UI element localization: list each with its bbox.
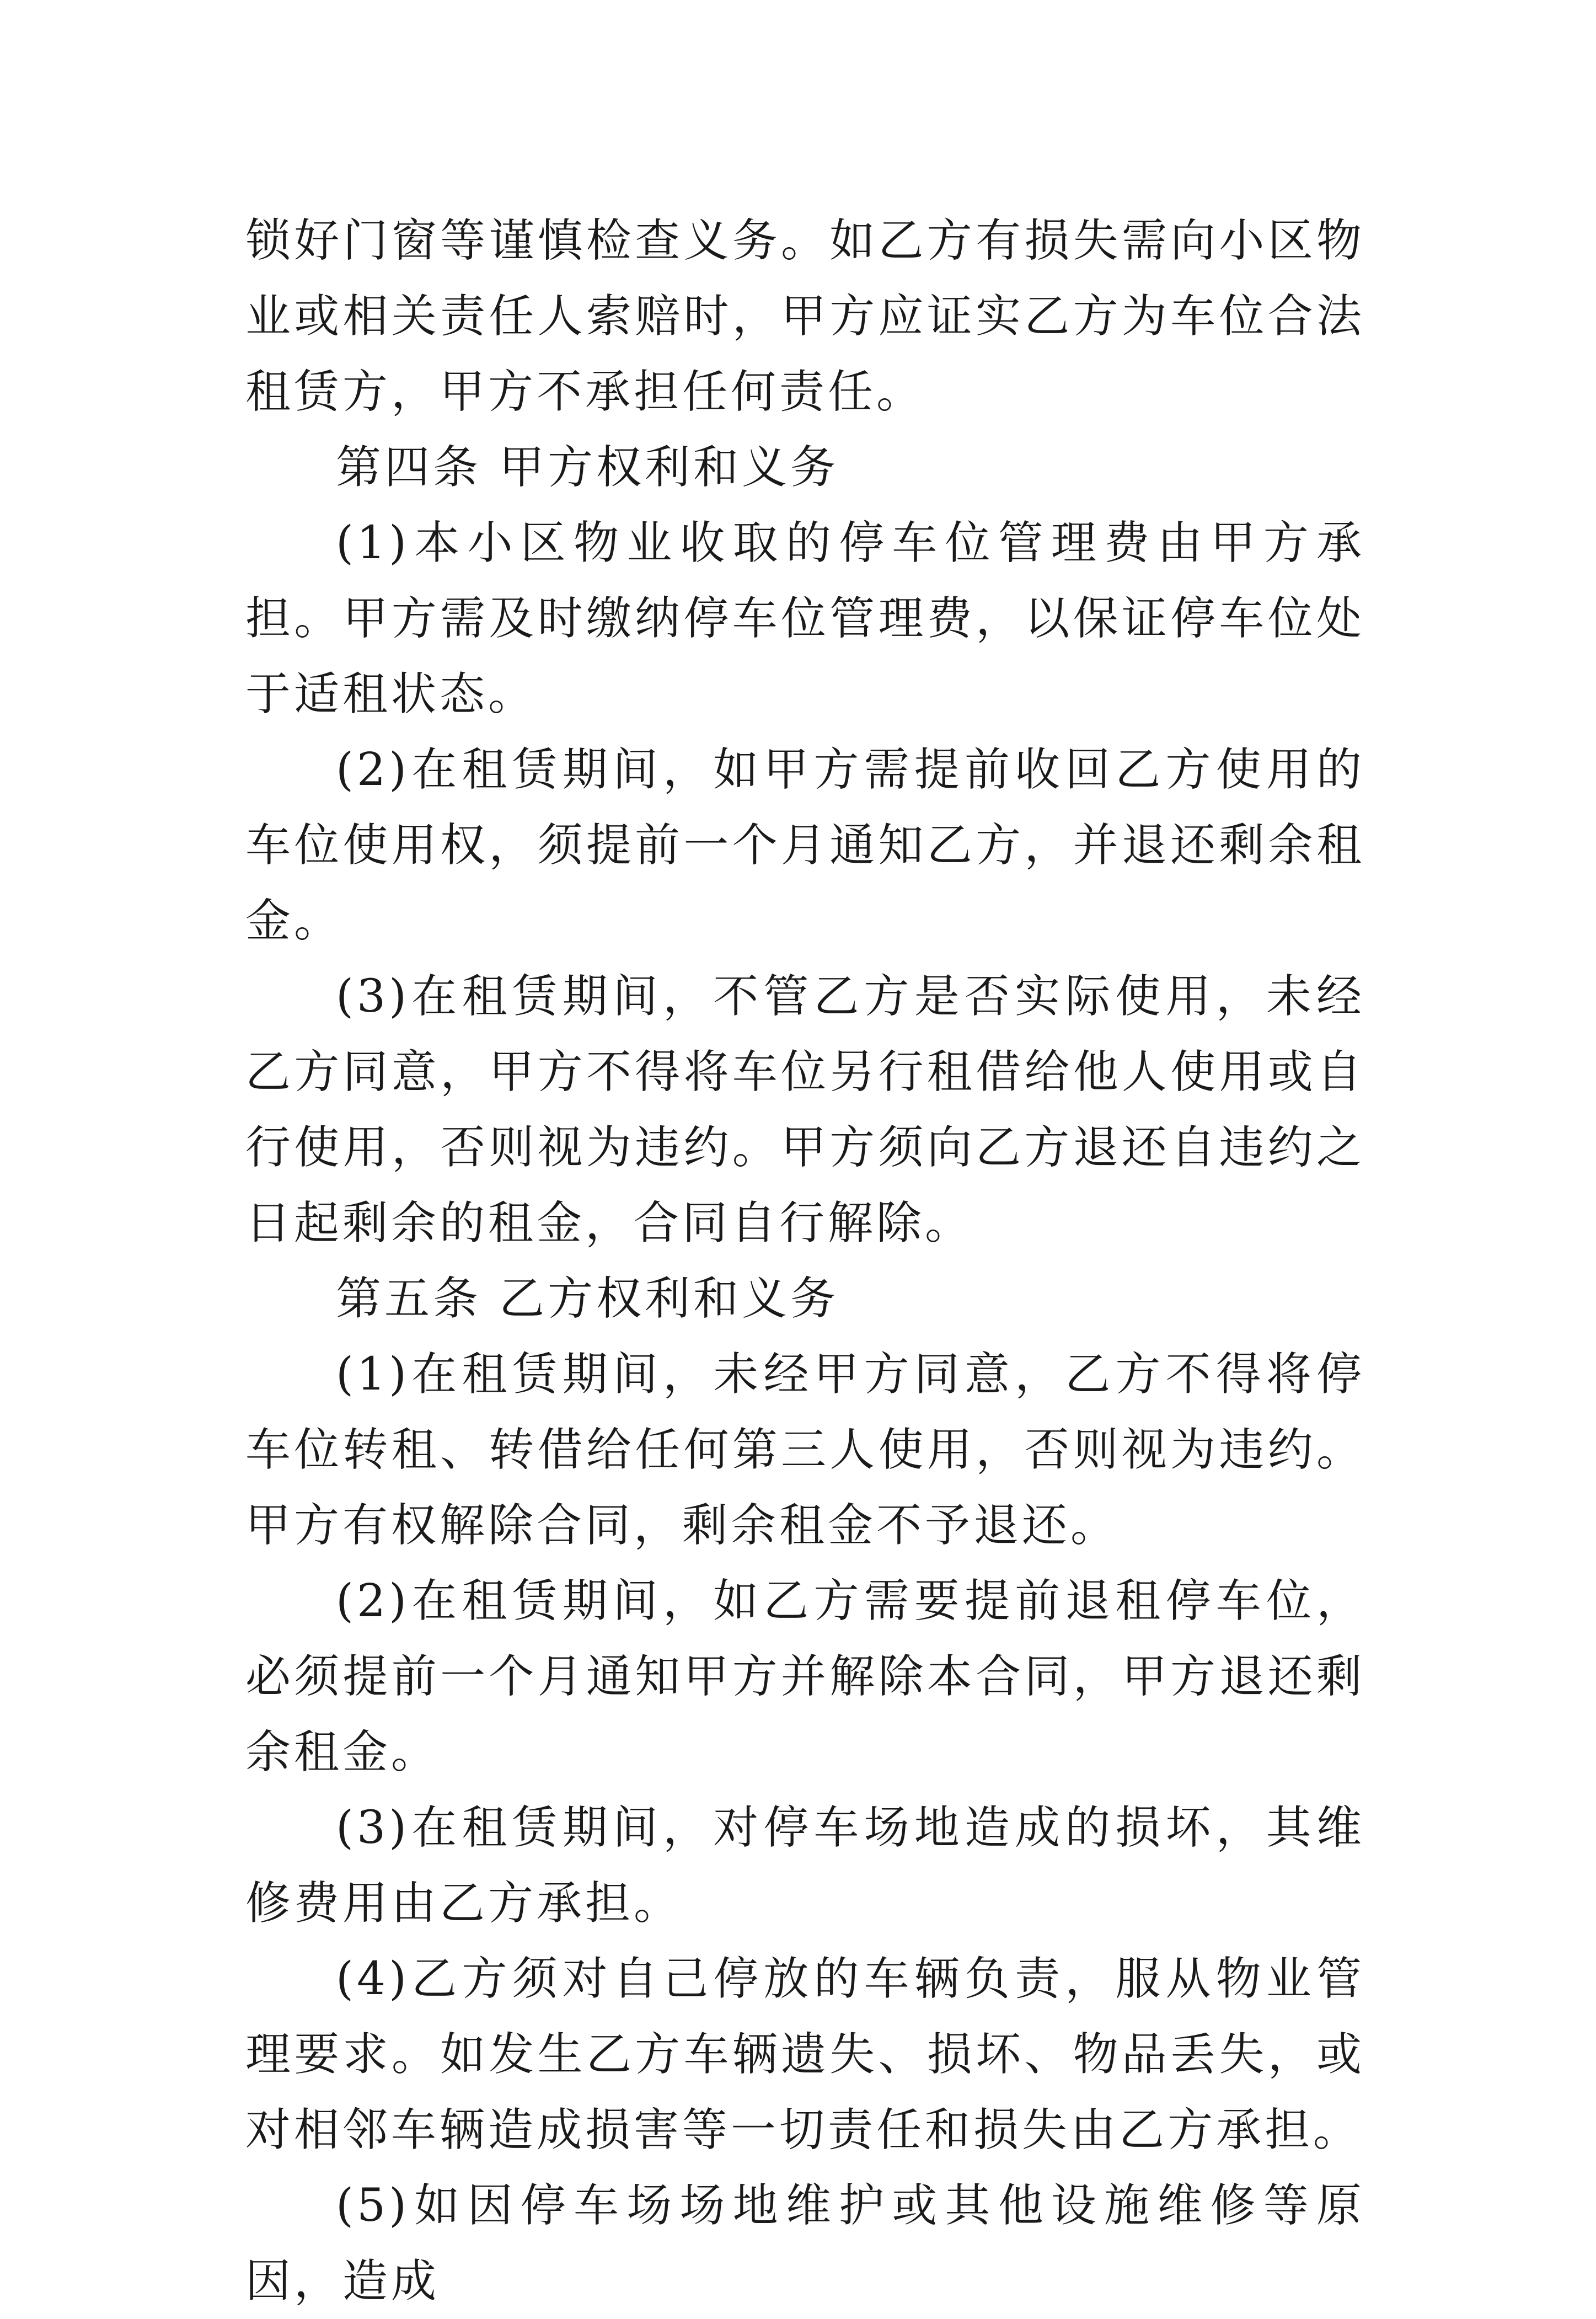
article-5-heading: 第五条 乙方权利和义务 (336, 1273, 839, 1325)
document-page (245, 203, 1365, 2319)
article-5-clause-3: (3)在租赁期间，对停车场地造成的损坏，其维修费用由乙方承担。 (245, 1802, 1365, 1930)
article-5-clause-4: (4)乙方须对自己停放的车辆负责，服从物业管理要求。如发生乙方车辆遗失、损坏、物品丢失，或对相邻车辆造成损害等一切责任和损失由乙方承担。 (245, 1953, 1365, 2156)
article-4-clause-2: (2)在租赁期间，如甲方需提前收回乙方使用的车位使用权，须提前一个月通知乙方，并退还剩余租金。 (245, 744, 1365, 947)
article-4-heading: 第四条 甲方权利和义务 (336, 441, 839, 494)
paragraph-continuation: 锁好门窗等谨慎检查义务。如乙方有损失需向小区物业或相关责任人索赔时，甲方应证实乙方为车位合法租赁方，甲方不承担任何责任。 (245, 215, 1365, 418)
article-5-clause-2: (2)在租赁期间，如乙方需要提前退租停车位，必须提前一个月通知甲方并解除本合同，甲方退还剩余租金。 (245, 1575, 1365, 1778)
article-5-clause-5: (5)如因停车场场地维护或其他设施维修等原因，造成 (245, 2179, 1365, 2307)
article-4-clause-3: (3)在租赁期间，不管乙方是否实际使用，未经乙方同意，甲方不得将车位另行租借给他人使用或自行使用，否则视为违约。甲方须向乙方退还自违约之日起剩余的租金，合同自行解除。 (245, 970, 1365, 1249)
article-4-clause-1: (1)本小区物业收取的停车位管理费由甲方承担。甲方需及时缴纳停车位管理费，以保证停车位处于适租状态。 (245, 517, 1365, 720)
article-5-clause-1: (1)在租赁期间，未经甲方同意，乙方不得将停车位转租、转借给任何第三人使用，否则视为违约。甲方有权解除合同，剩余租金不予退还。 (245, 1348, 1365, 1552)
